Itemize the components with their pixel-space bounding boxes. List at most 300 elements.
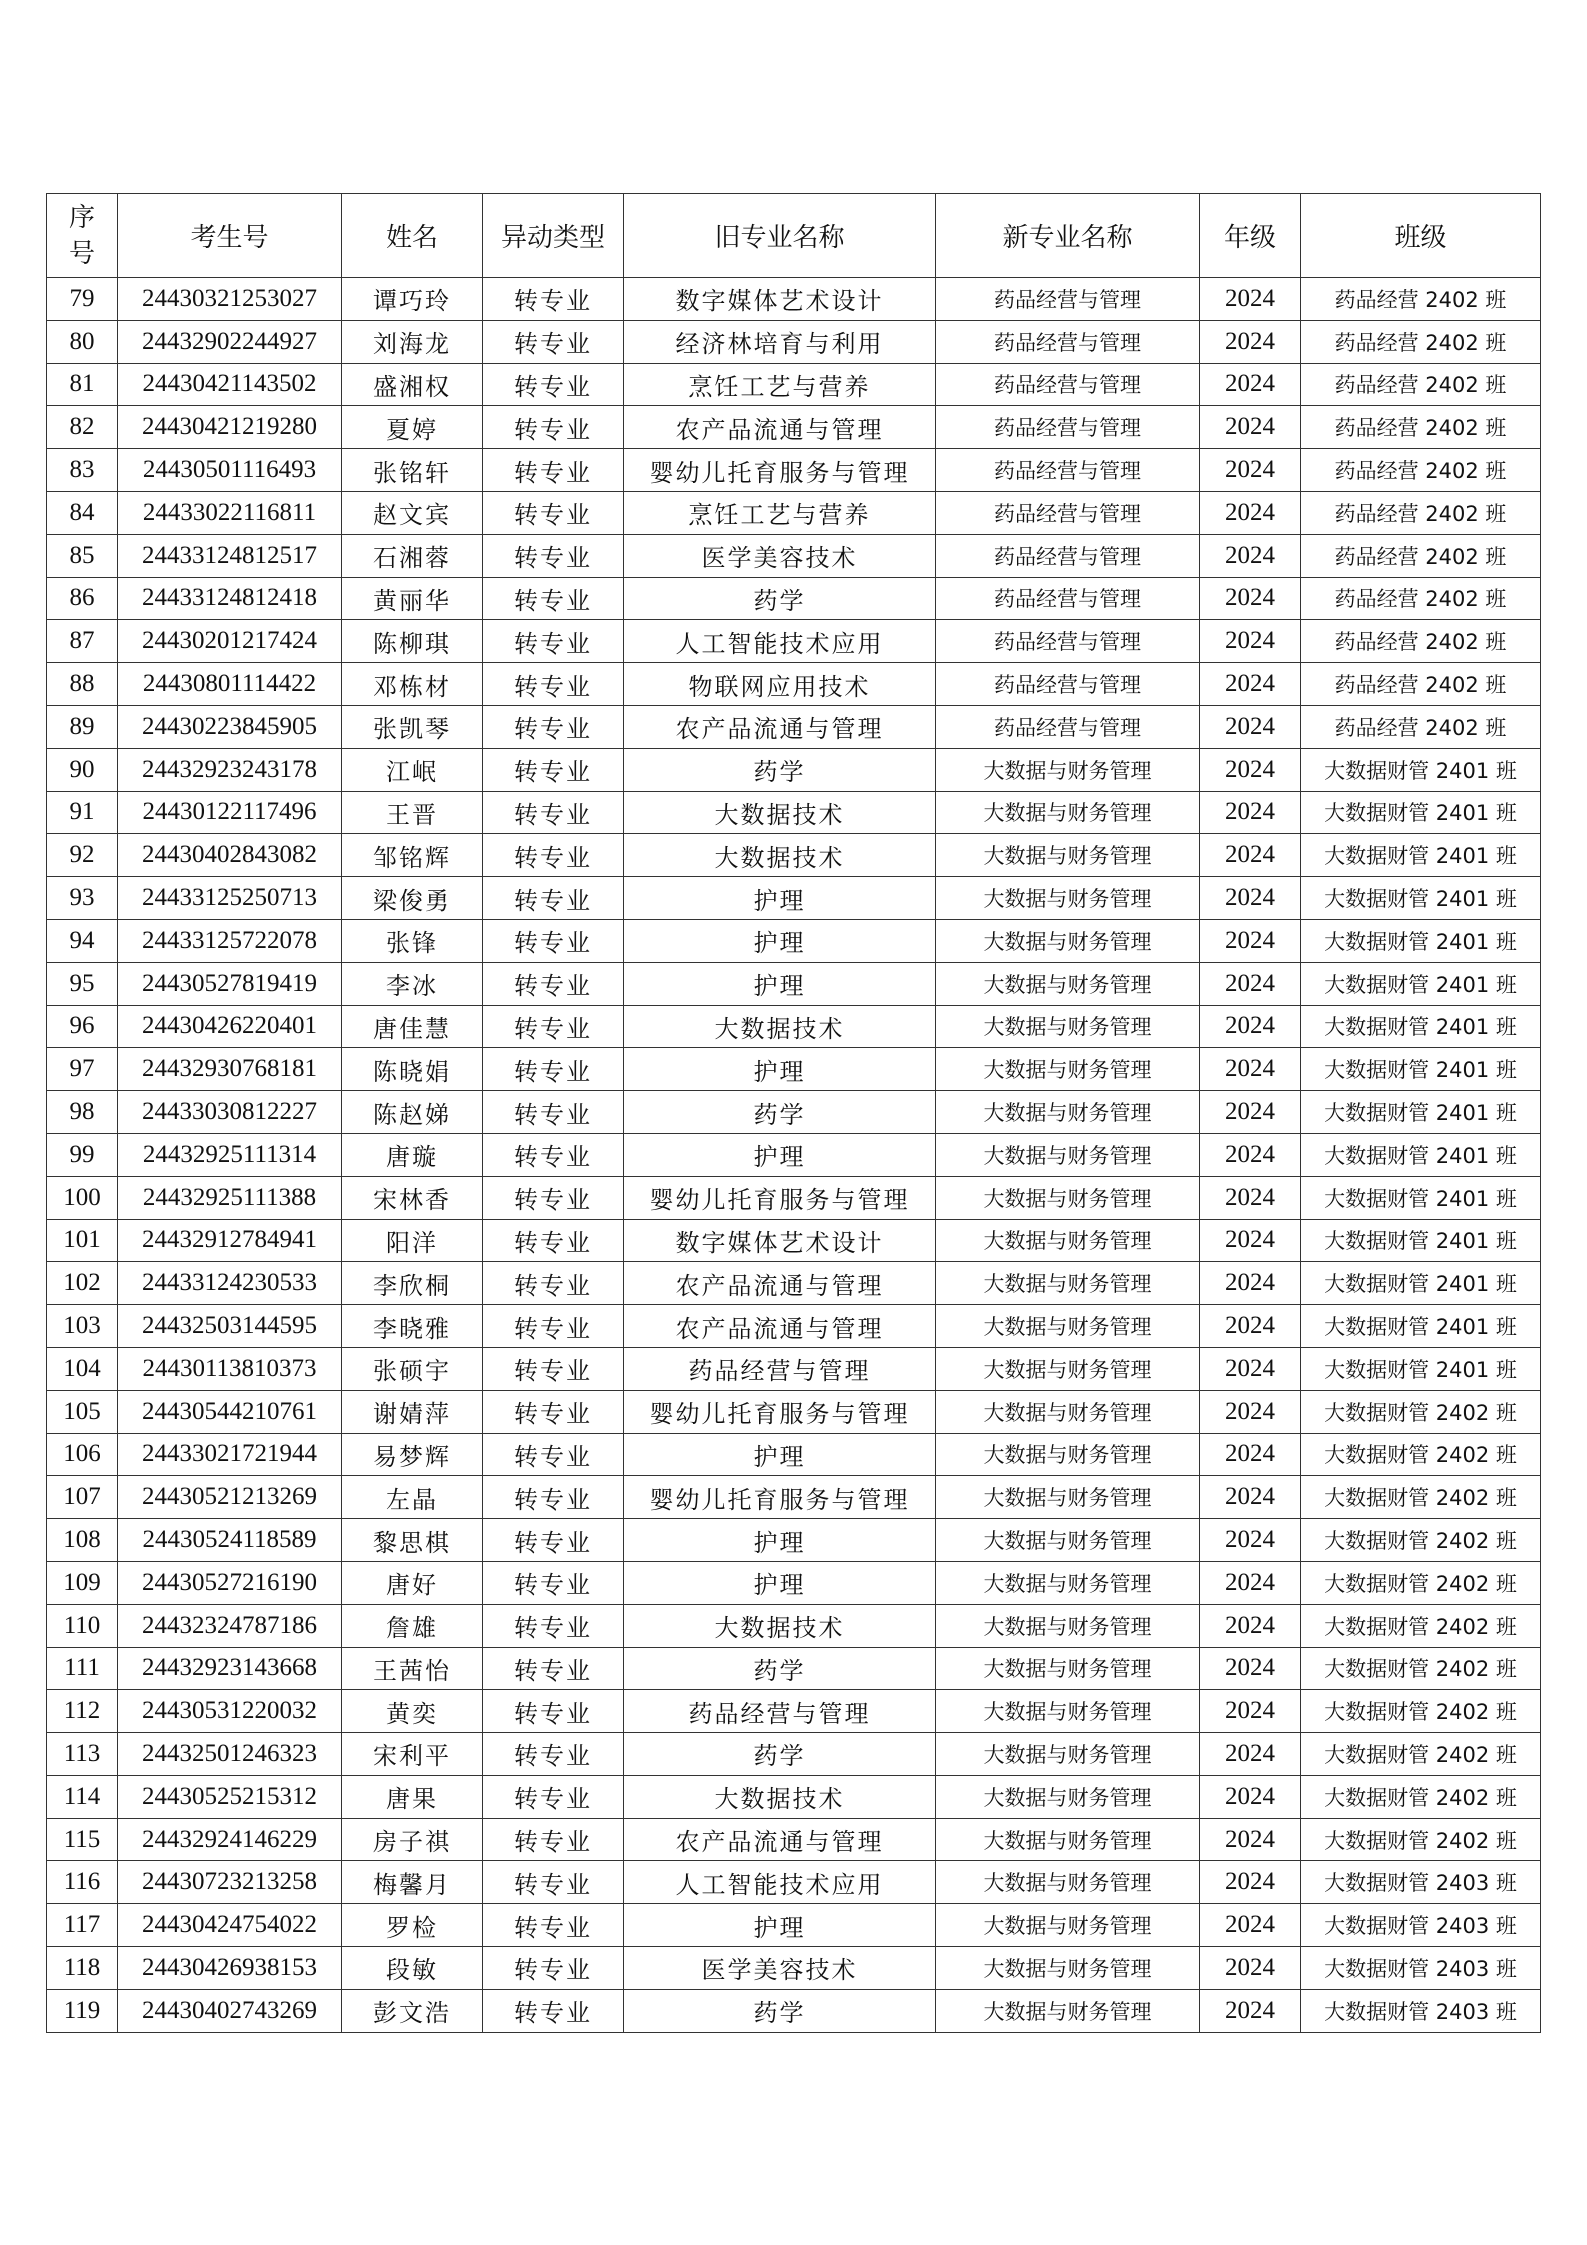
cell-exam-no: 24430321253027 [118, 278, 342, 321]
cell-class: 大数据财管 2401 班 [1301, 1219, 1541, 1262]
table-row [47, 1262, 1541, 1305]
table-row [47, 1347, 1541, 1390]
cell-new-major: 大数据与财务管理 [936, 1690, 1200, 1733]
cell-grade: 2024 [1200, 320, 1301, 363]
cell-new-major: 药品经营与管理 [936, 534, 1200, 577]
cell-exam-no: 24430426938153 [118, 1947, 342, 1990]
cell-old-major: 护理 [624, 1519, 936, 1562]
cell-change-type: 转专业 [483, 962, 624, 1005]
cell-name: 李晓雅 [342, 1305, 483, 1348]
cell-class: 药品经营 2402 班 [1301, 705, 1541, 748]
cell-seq: 101 [47, 1219, 118, 1262]
cell-seq: 115 [47, 1818, 118, 1861]
cell-grade: 2024 [1200, 834, 1301, 877]
table-row [47, 1390, 1541, 1433]
cell-class: 大数据财管 2402 班 [1301, 1561, 1541, 1604]
cell-grade: 2024 [1200, 1305, 1301, 1348]
cell-exam-no: 24430544210761 [118, 1390, 342, 1433]
table-body [47, 278, 1541, 2033]
cell-new-major: 大数据与财务管理 [936, 1390, 1200, 1433]
cell-class: 大数据财管 2402 班 [1301, 1775, 1541, 1818]
cell-old-major: 烹饪工艺与营养 [624, 363, 936, 406]
cell-grade: 2024 [1200, 1476, 1301, 1519]
table-row [47, 620, 1541, 663]
header-seq [47, 194, 118, 278]
cell-new-major: 药品经营与管理 [936, 663, 1200, 706]
cell-seq: 96 [47, 1005, 118, 1048]
cell-seq: 108 [47, 1519, 118, 1562]
cell-exam-no: 24432503144595 [118, 1305, 342, 1348]
cell-grade: 2024 [1200, 1561, 1301, 1604]
table-row [47, 1433, 1541, 1476]
cell-seq: 109 [47, 1561, 118, 1604]
table-row [47, 834, 1541, 877]
cell-name: 陈晓娟 [342, 1048, 483, 1091]
table-row [47, 1048, 1541, 1091]
cell-exam-no: 24430113810373 [118, 1347, 342, 1390]
cell-name: 王茜怡 [342, 1647, 483, 1690]
cell-exam-no: 24430531220032 [118, 1690, 342, 1733]
cell-old-major: 护理 [624, 1433, 936, 1476]
cell-change-type: 转专业 [483, 877, 624, 920]
cell-old-major: 药学 [624, 1733, 936, 1776]
cell-change-type: 转专业 [483, 1604, 624, 1647]
cell-change-type: 转专业 [483, 1989, 624, 2032]
table-row [47, 534, 1541, 577]
cell-seq: 118 [47, 1947, 118, 1990]
cell-grade: 2024 [1200, 1347, 1301, 1390]
cell-exam-no: 24432930768181 [118, 1048, 342, 1091]
cell-name: 黄丽华 [342, 577, 483, 620]
cell-name: 彭文浩 [342, 1989, 483, 2032]
cell-change-type: 转专业 [483, 834, 624, 877]
cell-seq: 106 [47, 1433, 118, 1476]
table-row [47, 320, 1541, 363]
cell-seq: 110 [47, 1604, 118, 1647]
cell-name: 左晶 [342, 1476, 483, 1519]
cell-new-major: 大数据与财务管理 [936, 1305, 1200, 1348]
cell-old-major: 护理 [624, 1133, 936, 1176]
cell-exam-no: 24430223845905 [118, 705, 342, 748]
cell-old-major: 护理 [624, 1561, 936, 1604]
cell-new-major: 大数据与财务管理 [936, 1561, 1200, 1604]
cell-seq: 79 [47, 278, 118, 321]
cell-seq: 104 [47, 1347, 118, 1390]
table-row [47, 877, 1541, 920]
table-row [47, 1647, 1541, 1690]
cell-change-type: 转专业 [483, 1433, 624, 1476]
header-exam-no: 考生号 [118, 194, 342, 278]
cell-grade: 2024 [1200, 1262, 1301, 1305]
table-row [47, 1561, 1541, 1604]
cell-grade: 2024 [1200, 1390, 1301, 1433]
cell-seq: 83 [47, 449, 118, 492]
cell-grade: 2024 [1200, 791, 1301, 834]
table-row [47, 1176, 1541, 1219]
cell-new-major: 大数据与财务管理 [936, 1775, 1200, 1818]
cell-grade: 2024 [1200, 1904, 1301, 1947]
cell-exam-no: 24432923143668 [118, 1647, 342, 1690]
cell-grade: 2024 [1200, 1604, 1301, 1647]
cell-grade: 2024 [1200, 1647, 1301, 1690]
cell-grade: 2024 [1200, 278, 1301, 321]
cell-new-major: 大数据与财务管理 [936, 1861, 1200, 1904]
cell-change-type: 转专业 [483, 1861, 624, 1904]
table-row [47, 1305, 1541, 1348]
cell-new-major: 药品经营与管理 [936, 320, 1200, 363]
cell-exam-no: 24430521213269 [118, 1476, 342, 1519]
cell-grade: 2024 [1200, 705, 1301, 748]
cell-seq: 86 [47, 577, 118, 620]
cell-seq: 116 [47, 1861, 118, 1904]
cell-seq: 94 [47, 919, 118, 962]
cell-new-major: 大数据与财务管理 [936, 1433, 1200, 1476]
cell-old-major: 大数据技术 [624, 791, 936, 834]
cell-old-major: 婴幼儿托育服务与管理 [624, 1176, 936, 1219]
cell-old-major: 婴幼儿托育服务与管理 [624, 1476, 936, 1519]
cell-change-type: 转专业 [483, 278, 624, 321]
cell-grade: 2024 [1200, 1005, 1301, 1048]
cell-seq: 117 [47, 1904, 118, 1947]
cell-exam-no: 24430501116493 [118, 449, 342, 492]
cell-exam-no: 24433124812517 [118, 534, 342, 577]
cell-seq: 105 [47, 1390, 118, 1433]
cell-old-major: 物联网应用技术 [624, 663, 936, 706]
cell-change-type: 转专业 [483, 449, 624, 492]
cell-old-major: 经济林培育与利用 [624, 320, 936, 363]
cell-new-major: 大数据与财务管理 [936, 1604, 1200, 1647]
cell-change-type: 转专业 [483, 1390, 624, 1433]
cell-grade: 2024 [1200, 1775, 1301, 1818]
cell-class: 药品经营 2402 班 [1301, 663, 1541, 706]
cell-new-major: 大数据与财务管理 [936, 1262, 1200, 1305]
cell-grade: 2024 [1200, 748, 1301, 791]
cell-grade: 2024 [1200, 1690, 1301, 1733]
cell-exam-no: 24432324787186 [118, 1604, 342, 1647]
cell-change-type: 转专业 [483, 1176, 624, 1219]
cell-name: 易梦辉 [342, 1433, 483, 1476]
table-row [47, 1989, 1541, 2032]
cell-exam-no: 24433021721944 [118, 1433, 342, 1476]
cell-name: 陈柳琪 [342, 620, 483, 663]
cell-exam-no: 24432902244927 [118, 320, 342, 363]
cell-grade: 2024 [1200, 1733, 1301, 1776]
cell-new-major: 大数据与财务管理 [936, 1005, 1200, 1048]
cell-new-major: 药品经营与管理 [936, 491, 1200, 534]
cell-exam-no: 24432925111314 [118, 1133, 342, 1176]
cell-name: 张硕宇 [342, 1347, 483, 1390]
table-row [47, 1733, 1541, 1776]
cell-change-type: 转专业 [483, 1476, 624, 1519]
cell-old-major: 医学美容技术 [624, 1947, 936, 1990]
table-row [47, 1904, 1541, 1947]
cell-old-major: 数字媒体艺术设计 [624, 278, 936, 321]
cell-exam-no: 24433125722078 [118, 919, 342, 962]
cell-old-major: 人工智能技术应用 [624, 1861, 936, 1904]
cell-name: 盛湘权 [342, 363, 483, 406]
cell-grade: 2024 [1200, 1176, 1301, 1219]
cell-change-type: 转专业 [483, 491, 624, 534]
cell-class: 大数据财管 2401 班 [1301, 1133, 1541, 1176]
cell-exam-no: 24430421143502 [118, 363, 342, 406]
cell-old-major: 农产品流通与管理 [624, 1818, 936, 1861]
table-row [47, 1604, 1541, 1647]
cell-change-type: 转专业 [483, 1048, 624, 1091]
cell-change-type: 转专业 [483, 1733, 624, 1776]
cell-old-major: 护理 [624, 1904, 936, 1947]
cell-class: 药品经营 2402 班 [1301, 278, 1541, 321]
header-row [47, 194, 1541, 278]
cell-grade: 2024 [1200, 1133, 1301, 1176]
cell-change-type: 转专业 [483, 1775, 624, 1818]
table-row [47, 748, 1541, 791]
cell-grade: 2024 [1200, 1947, 1301, 1990]
cell-name: 夏婷 [342, 406, 483, 449]
cell-old-major: 药学 [624, 1989, 936, 2032]
cell-seq: 88 [47, 663, 118, 706]
cell-name: 唐好 [342, 1561, 483, 1604]
cell-class: 药品经营 2402 班 [1301, 620, 1541, 663]
cell-change-type: 转专业 [483, 577, 624, 620]
cell-old-major: 农产品流通与管理 [624, 406, 936, 449]
cell-name: 罗检 [342, 1904, 483, 1947]
cell-seq: 119 [47, 1989, 118, 2032]
cell-grade: 2024 [1200, 962, 1301, 1005]
cell-name: 谢婧萍 [342, 1390, 483, 1433]
cell-name: 唐果 [342, 1775, 483, 1818]
cell-new-major: 大数据与财务管理 [936, 1176, 1200, 1219]
cell-new-major: 大数据与财务管理 [936, 1347, 1200, 1390]
table-row [47, 1005, 1541, 1048]
cell-grade: 2024 [1200, 491, 1301, 534]
cell-new-major: 药品经营与管理 [936, 577, 1200, 620]
cell-grade: 2024 [1200, 877, 1301, 920]
cell-name: 黎思棋 [342, 1519, 483, 1562]
cell-name: 詹雄 [342, 1604, 483, 1647]
cell-exam-no: 24433022116811 [118, 491, 342, 534]
cell-grade: 2024 [1200, 1048, 1301, 1091]
cell-name: 张凯琴 [342, 705, 483, 748]
cell-new-major: 大数据与财务管理 [936, 748, 1200, 791]
cell-exam-no: 24430524118589 [118, 1519, 342, 1562]
cell-exam-no: 24430801114422 [118, 663, 342, 706]
cell-seq: 112 [47, 1690, 118, 1733]
cell-name: 张锋 [342, 919, 483, 962]
cell-seq: 92 [47, 834, 118, 877]
cell-change-type: 转专业 [483, 1219, 624, 1262]
cell-change-type: 转专业 [483, 1091, 624, 1134]
cell-old-major: 数字媒体艺术设计 [624, 1219, 936, 1262]
cell-new-major: 药品经营与管理 [936, 406, 1200, 449]
table-row [47, 705, 1541, 748]
header-new-major: 新专业名称 [936, 194, 1200, 278]
cell-change-type: 转专业 [483, 1690, 624, 1733]
cell-name: 陈赵娣 [342, 1091, 483, 1134]
cell-name: 黄奕 [342, 1690, 483, 1733]
cell-exam-no: 24433125250713 [118, 877, 342, 920]
cell-exam-no: 24430421219280 [118, 406, 342, 449]
cell-old-major: 药学 [624, 577, 936, 620]
cell-name: 梅馨月 [342, 1861, 483, 1904]
cell-name: 唐璇 [342, 1133, 483, 1176]
cell-old-major: 婴幼儿托育服务与管理 [624, 1390, 936, 1433]
cell-new-major: 药品经营与管理 [936, 705, 1200, 748]
cell-exam-no: 24433124230533 [118, 1262, 342, 1305]
cell-new-major: 大数据与财务管理 [936, 1947, 1200, 1990]
cell-class: 大数据财管 2401 班 [1301, 1347, 1541, 1390]
table-row [47, 1861, 1541, 1904]
cell-seq: 113 [47, 1733, 118, 1776]
table-row [47, 919, 1541, 962]
table-row [47, 1690, 1541, 1733]
cell-old-major: 农产品流通与管理 [624, 705, 936, 748]
cell-class: 大数据财管 2401 班 [1301, 1048, 1541, 1091]
cell-exam-no: 24432923243178 [118, 748, 342, 791]
cell-new-major: 大数据与财务管理 [936, 1519, 1200, 1562]
cell-change-type: 转专业 [483, 1005, 624, 1048]
cell-name: 邓栋材 [342, 663, 483, 706]
cell-new-major: 大数据与财务管理 [936, 1133, 1200, 1176]
table-row [47, 1133, 1541, 1176]
cell-exam-no: 24433124812418 [118, 577, 342, 620]
cell-change-type: 转专业 [483, 1305, 624, 1348]
cell-exam-no: 24430402843082 [118, 834, 342, 877]
cell-old-major: 护理 [624, 962, 936, 1005]
cell-new-major: 大数据与财务管理 [936, 1818, 1200, 1861]
cell-old-major: 药品经营与管理 [624, 1347, 936, 1390]
cell-old-major: 大数据技术 [624, 1604, 936, 1647]
cell-class: 大数据财管 2401 班 [1301, 791, 1541, 834]
header-seq-line1: 序 [68, 202, 95, 233]
cell-class: 大数据财管 2402 班 [1301, 1647, 1541, 1690]
cell-exam-no: 24432912784941 [118, 1219, 342, 1262]
cell-exam-no: 24430424754022 [118, 1904, 342, 1947]
cell-new-major: 大数据与财务管理 [936, 1647, 1200, 1690]
cell-old-major: 护理 [624, 919, 936, 962]
cell-class: 药品经营 2402 班 [1301, 449, 1541, 492]
cell-seq: 103 [47, 1305, 118, 1348]
header-name: 姓名 [342, 194, 483, 278]
cell-seq: 81 [47, 363, 118, 406]
student-transfer-table [46, 193, 1541, 2033]
table-row [47, 1775, 1541, 1818]
cell-exam-no: 24430426220401 [118, 1005, 342, 1048]
cell-new-major: 大数据与财务管理 [936, 1476, 1200, 1519]
cell-old-major: 药学 [624, 1647, 936, 1690]
cell-seq: 91 [47, 791, 118, 834]
cell-seq: 90 [47, 748, 118, 791]
table-row [47, 577, 1541, 620]
cell-grade: 2024 [1200, 1818, 1301, 1861]
cell-class: 大数据财管 2401 班 [1301, 1176, 1541, 1219]
cell-new-major: 大数据与财务管理 [936, 919, 1200, 962]
cell-class: 大数据财管 2403 班 [1301, 1947, 1541, 1990]
cell-class: 大数据财管 2402 班 [1301, 1390, 1541, 1433]
cell-class: 大数据财管 2401 班 [1301, 748, 1541, 791]
table-row [47, 1476, 1541, 1519]
cell-grade: 2024 [1200, 919, 1301, 962]
cell-change-type: 转专业 [483, 1262, 624, 1305]
cell-old-major: 药学 [624, 1091, 936, 1134]
cell-old-major: 农产品流通与管理 [624, 1305, 936, 1348]
table-row [47, 1519, 1541, 1562]
header-class: 班级 [1301, 194, 1541, 278]
cell-class: 大数据财管 2401 班 [1301, 1005, 1541, 1048]
cell-class: 大数据财管 2403 班 [1301, 1861, 1541, 1904]
cell-seq: 85 [47, 534, 118, 577]
cell-class: 药品经营 2402 班 [1301, 363, 1541, 406]
table-row [47, 663, 1541, 706]
cell-new-major: 药品经营与管理 [936, 363, 1200, 406]
cell-grade: 2024 [1200, 363, 1301, 406]
cell-class: 大数据财管 2401 班 [1301, 1091, 1541, 1134]
cell-change-type: 转专业 [483, 791, 624, 834]
cell-name: 段敏 [342, 1947, 483, 1990]
cell-grade: 2024 [1200, 1219, 1301, 1262]
cell-grade: 2024 [1200, 663, 1301, 706]
cell-exam-no: 24430525215312 [118, 1775, 342, 1818]
header-old-major: 旧专业名称 [624, 194, 936, 278]
cell-change-type: 转专业 [483, 919, 624, 962]
table-row [47, 1947, 1541, 1990]
cell-name: 宋利平 [342, 1733, 483, 1776]
cell-exam-no: 24432501246323 [118, 1733, 342, 1776]
cell-change-type: 转专业 [483, 1647, 624, 1690]
cell-name: 刘海龙 [342, 320, 483, 363]
cell-name: 赵文宾 [342, 491, 483, 534]
cell-grade: 2024 [1200, 406, 1301, 449]
cell-class: 大数据财管 2402 班 [1301, 1690, 1541, 1733]
cell-class: 药品经营 2402 班 [1301, 577, 1541, 620]
cell-seq: 99 [47, 1133, 118, 1176]
cell-seq: 100 [47, 1176, 118, 1219]
cell-class: 大数据财管 2403 班 [1301, 1904, 1541, 1947]
cell-exam-no: 24430527819419 [118, 962, 342, 1005]
cell-seq: 102 [47, 1262, 118, 1305]
cell-old-major: 大数据技术 [624, 1775, 936, 1818]
cell-old-major: 大数据技术 [624, 834, 936, 877]
cell-seq: 93 [47, 877, 118, 920]
header-change-type: 异动类型 [483, 194, 624, 278]
cell-change-type: 转专业 [483, 705, 624, 748]
cell-name: 石湘蓉 [342, 534, 483, 577]
table-row [47, 791, 1541, 834]
cell-grade: 2024 [1200, 1519, 1301, 1562]
cell-new-major: 药品经营与管理 [936, 620, 1200, 663]
cell-name: 唐佳慧 [342, 1005, 483, 1048]
cell-class: 大数据财管 2401 班 [1301, 877, 1541, 920]
cell-class: 药品经营 2402 班 [1301, 534, 1541, 577]
cell-exam-no: 24430527216190 [118, 1561, 342, 1604]
cell-change-type: 转专业 [483, 363, 624, 406]
cell-class: 大数据财管 2401 班 [1301, 834, 1541, 877]
cell-grade: 2024 [1200, 534, 1301, 577]
cell-grade: 2024 [1200, 449, 1301, 492]
cell-new-major: 大数据与财务管理 [936, 1091, 1200, 1134]
cell-old-major: 人工智能技术应用 [624, 620, 936, 663]
cell-class: 大数据财管 2402 班 [1301, 1519, 1541, 1562]
cell-class: 大数据财管 2402 班 [1301, 1604, 1541, 1647]
cell-old-major: 烹饪工艺与营养 [624, 491, 936, 534]
cell-seq: 80 [47, 320, 118, 363]
cell-new-major: 大数据与财务管理 [936, 1733, 1200, 1776]
cell-change-type: 转专业 [483, 406, 624, 449]
cell-grade: 2024 [1200, 1989, 1301, 2032]
cell-seq: 82 [47, 406, 118, 449]
cell-exam-no: 24432924146229 [118, 1818, 342, 1861]
cell-seq: 87 [47, 620, 118, 663]
cell-exam-no: 24430402743269 [118, 1989, 342, 2032]
